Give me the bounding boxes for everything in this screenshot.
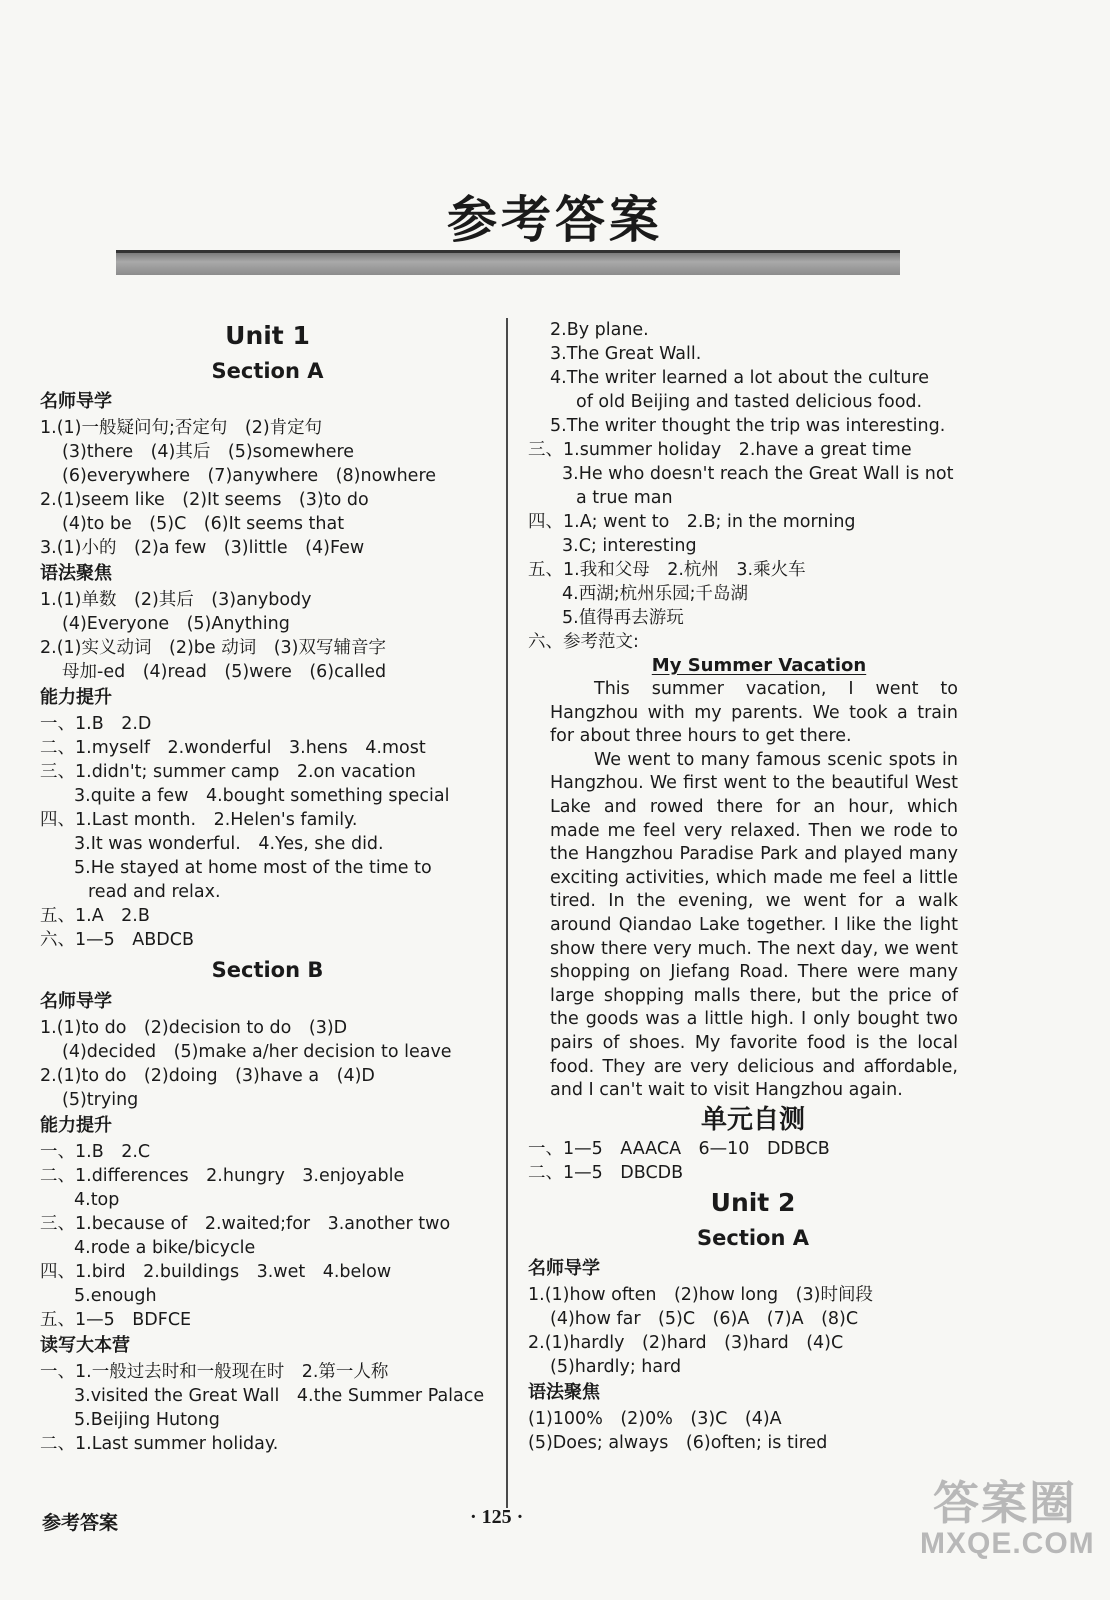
section-heading: 名师导学 xyxy=(40,391,112,412)
answer-line: 2.(1)实义动词 (2)be 动词 (3)双写辅音字 xyxy=(40,638,386,658)
answer-line: 二、1—5 DBCDB xyxy=(528,1162,684,1183)
answer-line: read and relax. xyxy=(88,882,221,902)
section-heading: 读写大本营 xyxy=(40,1335,130,1356)
essay-paragraph-2: We went to many famous scenic spots in Hangzhou. We first went to the beautiful West Lake and rowed there for an hour, which made me feel very relaxed. Then we rode to the Hangzhou Paradise Park and played many exciting activities, which made me feel a little tired. In the evening, we went for a walk around Qiandao Lake together. I like the light show there very much. The next day, we went shopping on Jiefang Road. There were many large shopping malls there, but the price of the goods was a little high. I only bought two pairs of shoes. My favorite food is the local food. They are very delicious and affordable, and I can't wait to visit Hangzhou again. xyxy=(550,749,958,1101)
answer-line: (3)there (4)其后 (5)somewhere xyxy=(62,442,355,462)
answer-line: 二、1.differences 2.hungry 3.enjoyable xyxy=(40,1166,405,1186)
right-answer-list-top xyxy=(528,318,978,654)
footer-label: 参考答案 xyxy=(42,1512,119,1534)
answer-line: 4.top xyxy=(74,1190,120,1210)
answer-line: 四、1.Last month. 2.Helen's family. xyxy=(40,810,358,830)
section-heading: 能力提升 xyxy=(40,687,112,708)
answer-line: 3.He who doesn't reach the Great Wall is not xyxy=(562,464,954,484)
answer-line: 一、1.B 2.D xyxy=(40,714,152,734)
answer-line: 3.quite a few 4.bought something special xyxy=(74,786,450,806)
section-heading: 能力提升 xyxy=(40,1115,112,1136)
essay-body xyxy=(528,678,958,1103)
answer-line: 六、参考范文: xyxy=(528,632,639,652)
answer-line: 五、1—5 BDFCE xyxy=(40,1310,192,1330)
section-heading: Section A xyxy=(697,1225,809,1250)
answer-line: 一、1.B 2.C xyxy=(40,1142,151,1162)
answer-line: 1.(1)to do (2)decision to do (3)D xyxy=(40,1018,348,1038)
section-heading: Unit 1 xyxy=(225,321,310,350)
answer-line: 5.He stayed at home most of the time to xyxy=(74,858,432,878)
answer-line: 六、1—5 ABDCB xyxy=(40,930,194,950)
answer-line: (6)everywhere (7)anywhere (8)nowhere xyxy=(62,466,437,486)
answer-line: 2.(1)hardly (2)hard (3)hard (4)C xyxy=(528,1332,844,1353)
answer-line: 5.值得再去游玩 xyxy=(562,608,684,628)
answer-line: (5)Does; always (6)often; is tired xyxy=(528,1432,828,1453)
answer-line: (4)Everyone (5)Anything xyxy=(62,614,290,634)
answer-line: (4)decided (5)make a/her decision to leave xyxy=(62,1042,452,1062)
watermark-icon: 答案圈 xyxy=(933,1477,1077,1529)
answer-line: 一、1—5 AAACA 6—10 DDBCB xyxy=(528,1138,830,1159)
answer-line: of old Beijing and tasted delicious food. xyxy=(576,392,923,412)
section-heading: 语法聚焦 xyxy=(528,1381,600,1403)
answer-line: 5.Beijing Hutong xyxy=(74,1410,220,1430)
answer-line: 1.(1)how often (2)how long (3)时间段 xyxy=(528,1284,873,1305)
section-heading: 名师导学 xyxy=(528,1257,600,1279)
answer-line: 1.(1)单数 (2)其后 (3)anybody xyxy=(40,590,312,610)
answer-line: 二、1.myself 2.wonderful 3.hens 4.most xyxy=(40,738,426,758)
answer-line: 5.The writer thought the trip was interesting. xyxy=(550,416,946,436)
column-divider xyxy=(506,318,508,1508)
answer-line: 4.The writer learned a lot about the culture xyxy=(550,368,930,388)
answer-line: (4)how far (5)C (6)A (7)A (8)C xyxy=(550,1308,859,1329)
essay-paragraph-1: This summer vacation, I went to Hangzhou with my parents. We took a train for about three hours to get there. xyxy=(550,679,958,747)
answer-line: a true man xyxy=(576,488,673,508)
page-number: · 125 · xyxy=(470,1506,524,1528)
answer-line: 五、1.我和父母 2.杭州 3.乘火车 xyxy=(528,560,806,580)
answer-line: 一、1.一般过去时和一般现在时 2.第一人称 xyxy=(40,1362,389,1382)
right-answer-list-bottom xyxy=(528,1103,978,1455)
answer-line: 3.visited the Great Wall 4.the Summer Palace xyxy=(74,1386,485,1406)
answer-line: 5.enough xyxy=(74,1286,157,1306)
answer-line: (5)trying xyxy=(62,1090,139,1110)
answer-line: 2.(1)to do (2)doing (3)have a (4)D xyxy=(40,1066,375,1086)
answer-line: 三、1.summer holiday 2.have a great time xyxy=(528,440,912,460)
answer-line: 四、1.bird 2.buildings 3.wet 4.below xyxy=(40,1262,392,1282)
essay-title: My Summer Vacation xyxy=(651,655,867,676)
answer-line: (5)hardly; hard xyxy=(550,1356,682,1377)
right-column xyxy=(528,318,978,1455)
page-title: 参考答案 xyxy=(447,191,663,249)
answer-line: 3.The Great Wall. xyxy=(550,344,702,364)
answer-line: 母加-ed (4)read (5)were (6)called xyxy=(62,662,387,682)
section-heading: Unit 2 xyxy=(710,1187,796,1217)
answer-line: 2.By plane. xyxy=(550,320,649,340)
section-heading: 名师导学 xyxy=(40,991,112,1012)
watermark-url: MXQE.COM xyxy=(920,1527,1095,1560)
answer-line: 二、1.Last summer holiday. xyxy=(40,1434,279,1454)
answer-line: (1)100% (2)0% (3)C (4)A xyxy=(528,1408,782,1429)
answer-line: 3.(1)小的 (2)a few (3)little (4)Few xyxy=(40,538,365,558)
answer-line: 三、1.because of 2.waited;for 3.another two xyxy=(40,1214,451,1234)
section-heading: 单元自测 xyxy=(700,1104,805,1135)
section-heading: Section A xyxy=(211,359,324,383)
section-heading: 语法聚焦 xyxy=(40,563,112,584)
watermark-logo xyxy=(920,1477,1095,1560)
answer-line: 4.rode a bike/bicycle xyxy=(74,1238,256,1258)
answer-line: 1.(1)一般疑问句;否定句 (2)肯定句 xyxy=(40,418,323,438)
answer-line: 四、1.A; went to 2.B; in the morning xyxy=(528,512,856,532)
left-column xyxy=(40,318,495,1456)
answer-line: 五、1.A 2.B xyxy=(40,906,150,926)
title-underline-bar xyxy=(116,250,900,275)
answer-line: 2.(1)seem like (2)It seems (3)to do xyxy=(40,490,369,510)
answer-line: 4.西湖;杭州乐园;千岛湖 xyxy=(562,584,748,604)
answer-line: 3.C; interesting xyxy=(562,536,697,556)
section-heading: Section B xyxy=(211,958,324,982)
answer-line: 3.It was wonderful. 4.Yes, she did. xyxy=(74,834,384,854)
answer-line: 三、1.didn't; summer camp 2.on vacation xyxy=(40,762,416,782)
answer-line: (4)to be (5)C (6)It seems that xyxy=(62,514,345,534)
left-answer-list xyxy=(40,318,495,1456)
